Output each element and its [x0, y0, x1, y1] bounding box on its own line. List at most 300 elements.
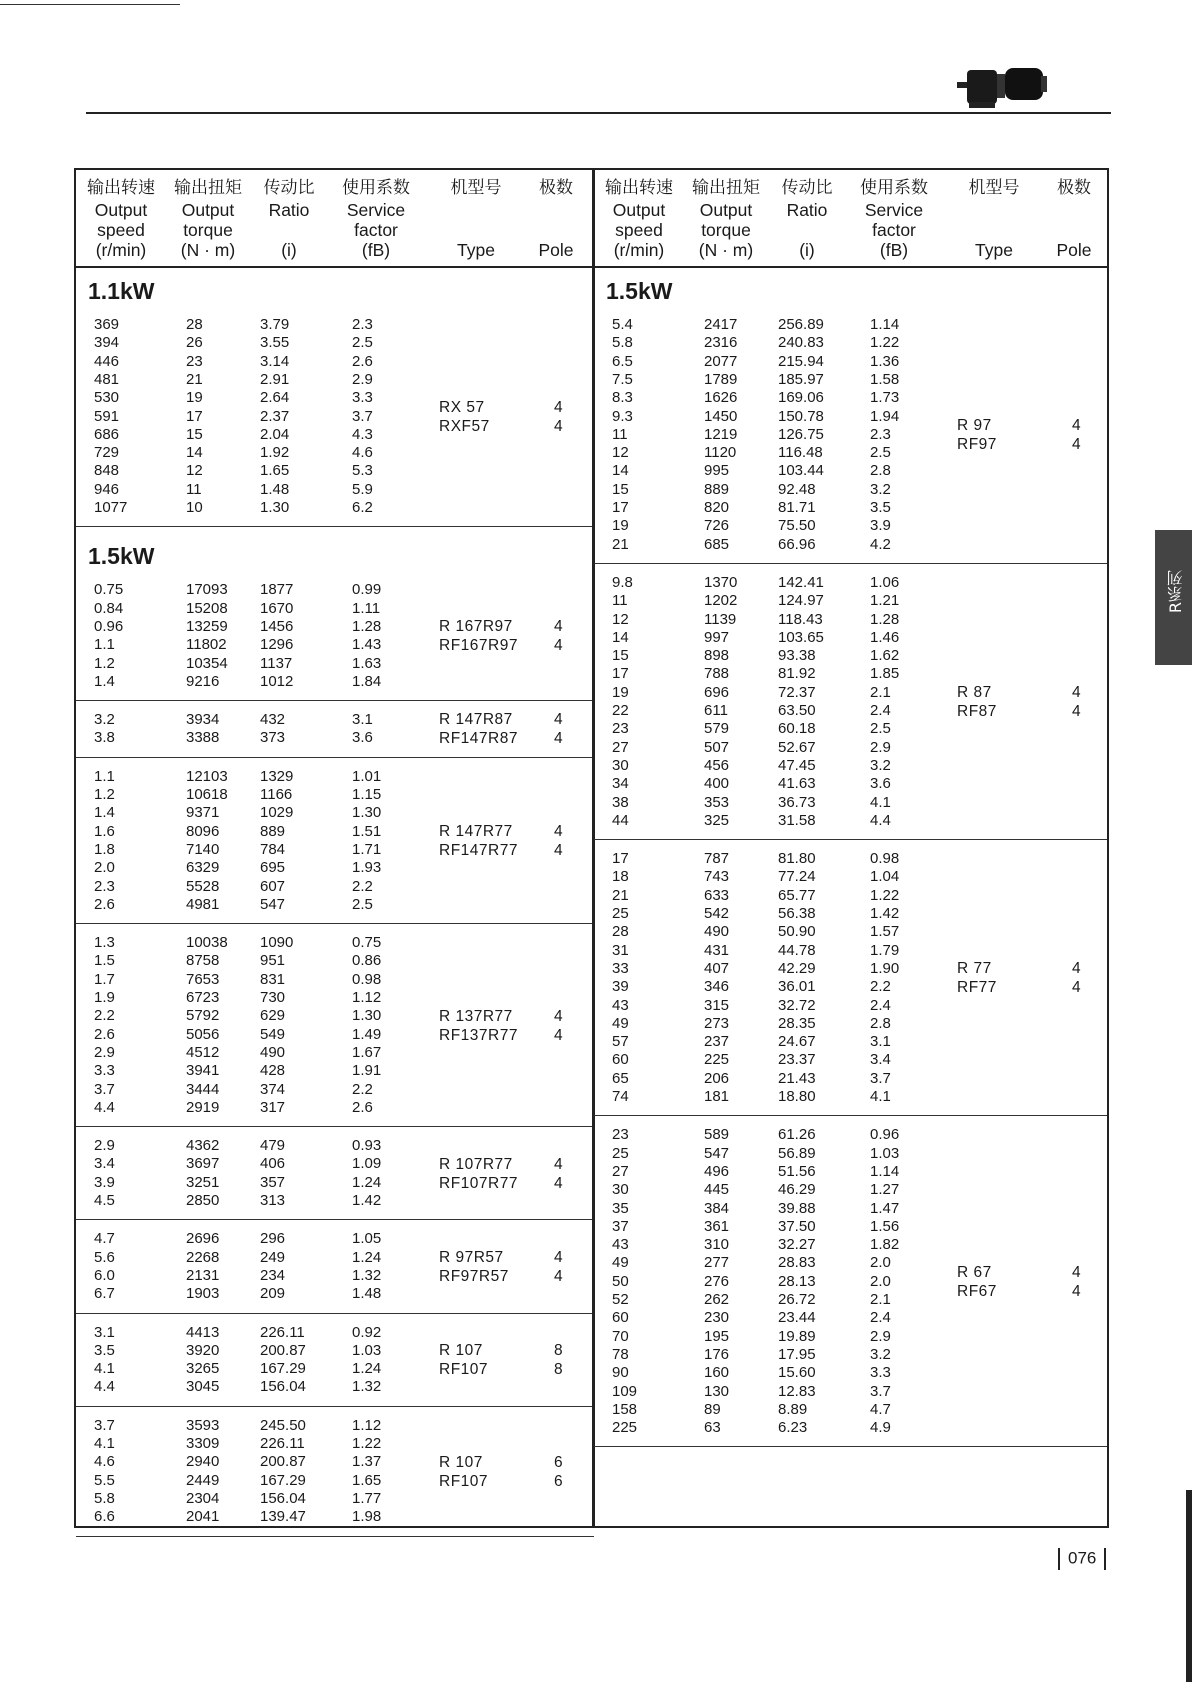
table-row	[76, 353, 594, 371]
output-speed: 12	[612, 444, 629, 462]
model-type-label: R 147R87	[439, 711, 513, 729]
model-type-label: R 107R77	[439, 1155, 513, 1173]
pole-value: 4	[1072, 960, 1081, 978]
output-torque: 2919	[186, 1098, 220, 1116]
service-factor: 1.04	[870, 868, 900, 886]
output-speed: 1077	[94, 499, 128, 516]
ratio: 72.37	[778, 683, 816, 701]
ratio: 47.45	[778, 756, 816, 774]
table-row	[76, 1324, 594, 1342]
pole-count	[1072, 959, 1081, 997]
model-type	[439, 1248, 509, 1286]
model-type	[957, 683, 997, 721]
column-header-en	[944, 200, 1044, 220]
model-type-label: RF67	[957, 1282, 997, 1300]
table-row	[594, 1254, 1107, 1272]
output-torque: 2316	[704, 334, 738, 352]
output-torque: 1789	[704, 370, 738, 388]
ratio: 36.01	[778, 978, 816, 996]
pole-value: 4	[554, 711, 563, 729]
model-type	[439, 822, 518, 860]
ratio: 92.48	[778, 480, 816, 498]
ratio: 1012	[260, 672, 294, 690]
ratio: 1456	[260, 617, 294, 635]
ratio: 156.04	[260, 1378, 306, 1396]
ratio: 1.30	[260, 499, 290, 516]
ratio: 60.18	[778, 720, 816, 738]
ratio: 607	[260, 877, 286, 895]
output-speed: 30	[612, 756, 629, 774]
ratio: 37.50	[778, 1217, 816, 1235]
service-factor: 2.4	[870, 996, 891, 1014]
ratio: 28.13	[778, 1272, 816, 1290]
table-row	[76, 1099, 594, 1117]
column-header-en: Service	[864, 200, 924, 220]
output-torque: 4362	[186, 1137, 220, 1155]
output-torque: 4413	[186, 1323, 220, 1341]
service-factor: 0.96	[870, 1126, 900, 1144]
table-row	[76, 1472, 594, 1490]
model-type-label: RF137R77	[439, 1026, 518, 1044]
service-factor: 1.58	[870, 370, 900, 388]
ratio: 81.71	[778, 499, 816, 516]
table-row	[594, 353, 1107, 371]
output-torque: 2304	[186, 1489, 220, 1507]
ratio: 730	[260, 989, 286, 1006]
output-speed: 25	[612, 1144, 629, 1162]
output-speed: 2.9	[94, 1043, 115, 1061]
output-speed: 1.2	[94, 786, 115, 803]
output-torque: 4981	[186, 895, 220, 913]
service-factor: 1.24	[352, 1248, 382, 1266]
output-speed: 11	[612, 592, 628, 610]
service-factor: 4.3	[352, 425, 373, 443]
output-speed: 78	[612, 1345, 629, 1363]
service-factor: 3.6	[870, 775, 891, 793]
model-type-label: RX 57	[439, 398, 485, 416]
ratio: 66.96	[778, 535, 816, 553]
service-factor: 1.43	[352, 636, 382, 654]
table-row	[594, 1419, 1107, 1437]
model-type-label: R 107	[439, 1453, 483, 1471]
table-row	[594, 1126, 1107, 1144]
table-row	[76, 1230, 594, 1248]
service-factor: 0.99	[352, 581, 382, 599]
output-speed: 11	[612, 425, 628, 443]
ratio: 56.89	[778, 1144, 816, 1162]
table-row	[76, 426, 594, 444]
output-torque: 5056	[186, 1025, 220, 1043]
column-header-en: (N · m)	[698, 240, 754, 260]
table-row	[594, 316, 1107, 334]
output-speed: 4.1	[94, 1360, 115, 1378]
service-factor: 1.36	[870, 352, 900, 370]
output-speed: 43	[612, 996, 629, 1014]
service-factor: 1.14	[870, 1162, 900, 1180]
output-torque: 8758	[186, 952, 220, 970]
service-factor: 1.24	[352, 1173, 382, 1191]
output-speed: 52	[612, 1291, 629, 1308]
column-header-en: (r/min)	[95, 240, 147, 260]
ratio: 126.75	[778, 425, 824, 443]
model-type-label: R 137R77	[439, 1007, 513, 1025]
table-row	[594, 611, 1107, 629]
ratio: 116.48	[778, 444, 823, 462]
ratio: 428	[260, 1062, 286, 1080]
output-torque: 542	[704, 905, 730, 922]
table-row	[594, 1033, 1107, 1051]
output-torque: 3941	[186, 1062, 220, 1080]
service-factor: 2.2	[352, 877, 373, 895]
output-torque: 787	[704, 850, 730, 868]
table-row	[594, 720, 1107, 738]
service-factor: 4.1	[870, 1088, 891, 1105]
table-row	[76, 1249, 594, 1267]
output-torque: 12103	[186, 767, 228, 785]
table-row	[76, 1435, 594, 1453]
table-row	[76, 499, 594, 517]
ratio: 889	[260, 822, 286, 840]
output-speed: 12	[612, 610, 629, 628]
service-factor: 1.22	[870, 886, 900, 904]
output-torque: 1903	[186, 1285, 220, 1303]
ratio: 3.55	[260, 334, 290, 352]
service-factor: 3.2	[870, 756, 891, 774]
output-speed: 49	[612, 1014, 629, 1032]
table-row	[594, 592, 1107, 610]
output-torque: 1219	[704, 425, 738, 443]
output-speed: 2.6	[94, 895, 115, 913]
service-factor: 1.77	[352, 1489, 382, 1507]
service-factor: 1.65	[352, 1471, 382, 1489]
service-factor: 3.5	[870, 499, 891, 516]
group-divider	[76, 526, 594, 527]
table-row	[76, 896, 594, 914]
table-row	[76, 1137, 594, 1155]
table-row	[594, 942, 1107, 960]
ratio: 139.47	[260, 1508, 306, 1526]
output-torque: 160	[704, 1364, 730, 1382]
service-factor: 1.03	[352, 1341, 382, 1359]
table-row	[76, 786, 594, 804]
service-factor: 2.6	[352, 352, 373, 370]
table-row	[594, 426, 1107, 444]
output-speed: 22	[612, 702, 629, 719]
ratio: 63.50	[778, 702, 816, 719]
ratio: 1670	[260, 599, 294, 617]
output-torque: 400	[704, 775, 730, 793]
output-speed: 19	[612, 517, 629, 535]
output-torque: 898	[704, 647, 730, 665]
column-header	[526, 178, 586, 260]
output-speed: 6.0	[94, 1266, 115, 1284]
service-factor: 1.11	[352, 599, 381, 617]
output-torque: 995	[704, 462, 730, 480]
ratio: 215.94	[778, 352, 824, 370]
table-row	[76, 1081, 594, 1099]
output-torque: 2449	[186, 1471, 220, 1489]
output-speed: 5.8	[94, 1489, 115, 1507]
output-torque: 237	[704, 1033, 730, 1051]
ratio: 479	[260, 1137, 286, 1155]
table-row	[76, 600, 594, 618]
output-torque: 277	[704, 1254, 730, 1272]
table-row	[76, 804, 594, 822]
pole-value: 4	[554, 1174, 563, 1192]
pole-value: 4	[554, 398, 563, 416]
output-torque: 2041	[186, 1508, 220, 1526]
output-speed: 3.7	[94, 1416, 115, 1434]
output-torque: 346	[704, 978, 730, 996]
service-factor: 3.2	[870, 480, 891, 498]
service-factor: 2.0	[870, 1272, 891, 1290]
column-header-cn: 使用系数	[860, 178, 928, 198]
column-header	[944, 178, 1044, 260]
service-factor: 1.28	[870, 610, 900, 628]
ratio: 317	[260, 1098, 286, 1116]
service-factor: 3.1	[870, 1033, 891, 1051]
output-torque: 276	[704, 1272, 730, 1290]
output-torque: 3251	[186, 1173, 220, 1191]
output-speed: 7.5	[612, 370, 633, 388]
table-row	[594, 1218, 1107, 1236]
service-factor: 1.90	[870, 959, 900, 977]
service-factor: 3.7	[870, 1382, 891, 1400]
output-speed: 481	[94, 370, 120, 388]
output-torque: 2131	[186, 1266, 220, 1284]
output-speed: 70	[612, 1327, 629, 1345]
right-selection-table	[592, 168, 1109, 1528]
table-row	[76, 462, 594, 480]
column-header-en: Pole	[538, 240, 574, 260]
ratio: 1329	[260, 767, 294, 785]
output-torque: 26	[186, 334, 203, 352]
ratio: 406	[260, 1155, 286, 1173]
table-row	[76, 655, 594, 673]
output-torque: 17093	[186, 581, 228, 599]
ratio: 2.64	[260, 389, 290, 407]
ratio: 51.56	[778, 1162, 816, 1180]
ratio: 1090	[260, 934, 294, 952]
service-factor: 1.82	[870, 1236, 900, 1254]
output-speed: 9.8	[612, 573, 633, 591]
service-factor: 2.1	[870, 683, 891, 701]
column-header-en: speed	[615, 220, 663, 240]
output-torque: 181	[704, 1088, 730, 1105]
model-type-label: RF97R57	[439, 1267, 509, 1285]
table-row	[594, 812, 1107, 830]
pole-count	[1072, 683, 1081, 721]
pole-value: 4	[1072, 979, 1081, 997]
output-torque: 2850	[186, 1192, 220, 1209]
column-header	[326, 178, 426, 260]
column-header-en: (i)	[799, 240, 815, 260]
output-speed: 1.2	[94, 654, 115, 672]
output-torque: 206	[704, 1069, 730, 1087]
output-speed: 2.0	[94, 859, 115, 877]
table-row	[76, 1267, 594, 1285]
pole-value: 4	[1072, 416, 1081, 434]
pole-value: 4	[554, 1267, 563, 1285]
ratio: 52.67	[778, 738, 816, 756]
output-torque: 14	[186, 444, 203, 462]
output-speed: 1.4	[94, 672, 115, 690]
output-torque: 2696	[186, 1230, 220, 1248]
service-factor: 4.1	[870, 793, 891, 811]
output-speed: 369	[94, 316, 120, 333]
service-factor: 1.93	[352, 859, 382, 877]
group-divider	[76, 923, 594, 924]
output-speed: 60	[612, 1051, 629, 1069]
output-speed: 0.84	[94, 599, 124, 617]
table-row	[594, 1145, 1107, 1163]
pole-count	[554, 710, 563, 748]
table-row	[594, 794, 1107, 812]
output-torque: 230	[704, 1309, 730, 1327]
service-factor: 1.28	[352, 617, 382, 635]
ratio: 167.29	[260, 1471, 306, 1489]
output-speed: 6.6	[94, 1508, 115, 1526]
table-row	[594, 444, 1107, 462]
service-factor: 1.47	[870, 1199, 900, 1217]
output-speed: 1.1	[94, 636, 115, 654]
pole-count	[554, 398, 563, 436]
output-torque: 10354	[186, 654, 228, 672]
pole-count	[554, 1007, 563, 1045]
output-torque: 445	[704, 1181, 730, 1199]
service-factor: 1.71	[352, 840, 382, 858]
output-torque: 726	[704, 517, 730, 535]
table-row	[76, 1285, 594, 1303]
table-row	[76, 673, 594, 691]
output-torque: 3444	[186, 1080, 220, 1098]
pole-value: 4	[1072, 1282, 1081, 1300]
pole-value: 4	[554, 822, 563, 840]
output-torque: 273	[704, 1014, 730, 1032]
table-row	[76, 1490, 594, 1508]
ratio: 118.43	[778, 610, 823, 628]
table-row	[594, 647, 1107, 665]
output-torque: 3309	[186, 1435, 220, 1452]
service-factor: 4.4	[870, 811, 891, 829]
output-torque: 17	[186, 407, 203, 425]
ratio: 226.11	[260, 1435, 305, 1452]
ratio: 81.80	[778, 850, 816, 868]
table-row	[76, 371, 594, 389]
output-speed: 90	[612, 1364, 629, 1382]
column-header	[252, 178, 326, 260]
column-header	[164, 178, 252, 260]
table-row	[76, 859, 594, 877]
service-factor: 1.32	[352, 1378, 382, 1396]
pole-value: 4	[554, 1248, 563, 1266]
model-type-label: RF107	[439, 1361, 489, 1379]
output-speed: 25	[612, 905, 629, 922]
output-speed: 2.2	[94, 1007, 115, 1025]
service-factor: 1.98	[352, 1508, 382, 1526]
column-header-en: torque	[183, 220, 233, 240]
table-row	[76, 1378, 594, 1396]
output-speed: 33	[612, 959, 629, 977]
output-speed: 225	[612, 1419, 638, 1437]
service-factor: 4.7	[870, 1400, 891, 1418]
page-number-text: 076	[1068, 1548, 1097, 1568]
output-speed: 1.4	[94, 804, 115, 822]
service-factor: 0.98	[352, 970, 382, 988]
model-type	[957, 1263, 997, 1301]
service-factor: 4.6	[352, 444, 373, 462]
service-factor: 6.2	[352, 499, 373, 516]
service-factor: 3.7	[352, 407, 373, 425]
ratio: 19.89	[778, 1327, 816, 1345]
service-factor: 1.06	[870, 573, 900, 591]
output-speed: 23	[612, 720, 629, 738]
output-torque: 225	[704, 1051, 730, 1069]
ratio: 373	[260, 729, 286, 747]
service-factor: 1.56	[870, 1217, 900, 1235]
ratio: 156.04	[260, 1489, 306, 1507]
output-torque: 579	[704, 720, 730, 738]
column-header-en: torque	[701, 220, 751, 240]
output-speed: 1.7	[94, 970, 115, 988]
service-factor: 1.94	[870, 407, 900, 425]
model-type-label: RXF57	[439, 417, 490, 435]
output-torque: 997	[704, 628, 730, 646]
output-torque: 15208	[186, 599, 228, 617]
ratio: 549	[260, 1025, 286, 1043]
model-type	[439, 1341, 488, 1379]
ratio: 142.41	[778, 573, 824, 591]
ratio: 240.83	[778, 334, 824, 352]
table-row	[594, 1364, 1107, 1382]
power-section-title: 1.5kW	[606, 278, 673, 304]
output-speed: 18	[612, 868, 629, 886]
service-factor: 0.75	[352, 934, 382, 952]
output-speed: 30	[612, 1181, 629, 1199]
column-header-en: Output	[699, 200, 753, 220]
output-torque: 820	[704, 499, 730, 516]
output-speed: 109	[612, 1382, 638, 1400]
output-torque: 889	[704, 480, 730, 498]
pole-value: 4	[554, 618, 563, 636]
output-speed: 57	[612, 1033, 629, 1051]
output-speed: 50	[612, 1272, 629, 1290]
service-factor: 2.3	[870, 425, 891, 443]
output-speed: 37	[612, 1217, 629, 1235]
ratio: 200.87	[260, 1453, 306, 1471]
service-factor: 1.27	[870, 1181, 900, 1199]
output-speed: 3.4	[94, 1155, 115, 1173]
ratio: 490	[260, 1043, 286, 1061]
service-factor: 1.79	[870, 941, 900, 959]
column-header-en: factor	[872, 220, 916, 240]
model-type-label: R 147R77	[439, 822, 513, 840]
output-torque: 456	[704, 756, 730, 774]
column-header-en: Service	[346, 200, 406, 220]
output-torque: 9216	[186, 672, 220, 690]
table-row	[594, 665, 1107, 683]
model-type	[957, 416, 997, 454]
service-factor: 1.42	[352, 1192, 382, 1209]
service-factor: 1.14	[870, 316, 900, 333]
column-header-en: Output	[612, 200, 666, 220]
table-row	[594, 868, 1107, 886]
output-torque: 611	[704, 702, 728, 719]
model-type-label: R 67	[957, 1263, 992, 1281]
output-speed: 3.5	[94, 1341, 115, 1359]
table-row	[76, 1044, 594, 1062]
service-factor: 2.8	[870, 462, 891, 480]
